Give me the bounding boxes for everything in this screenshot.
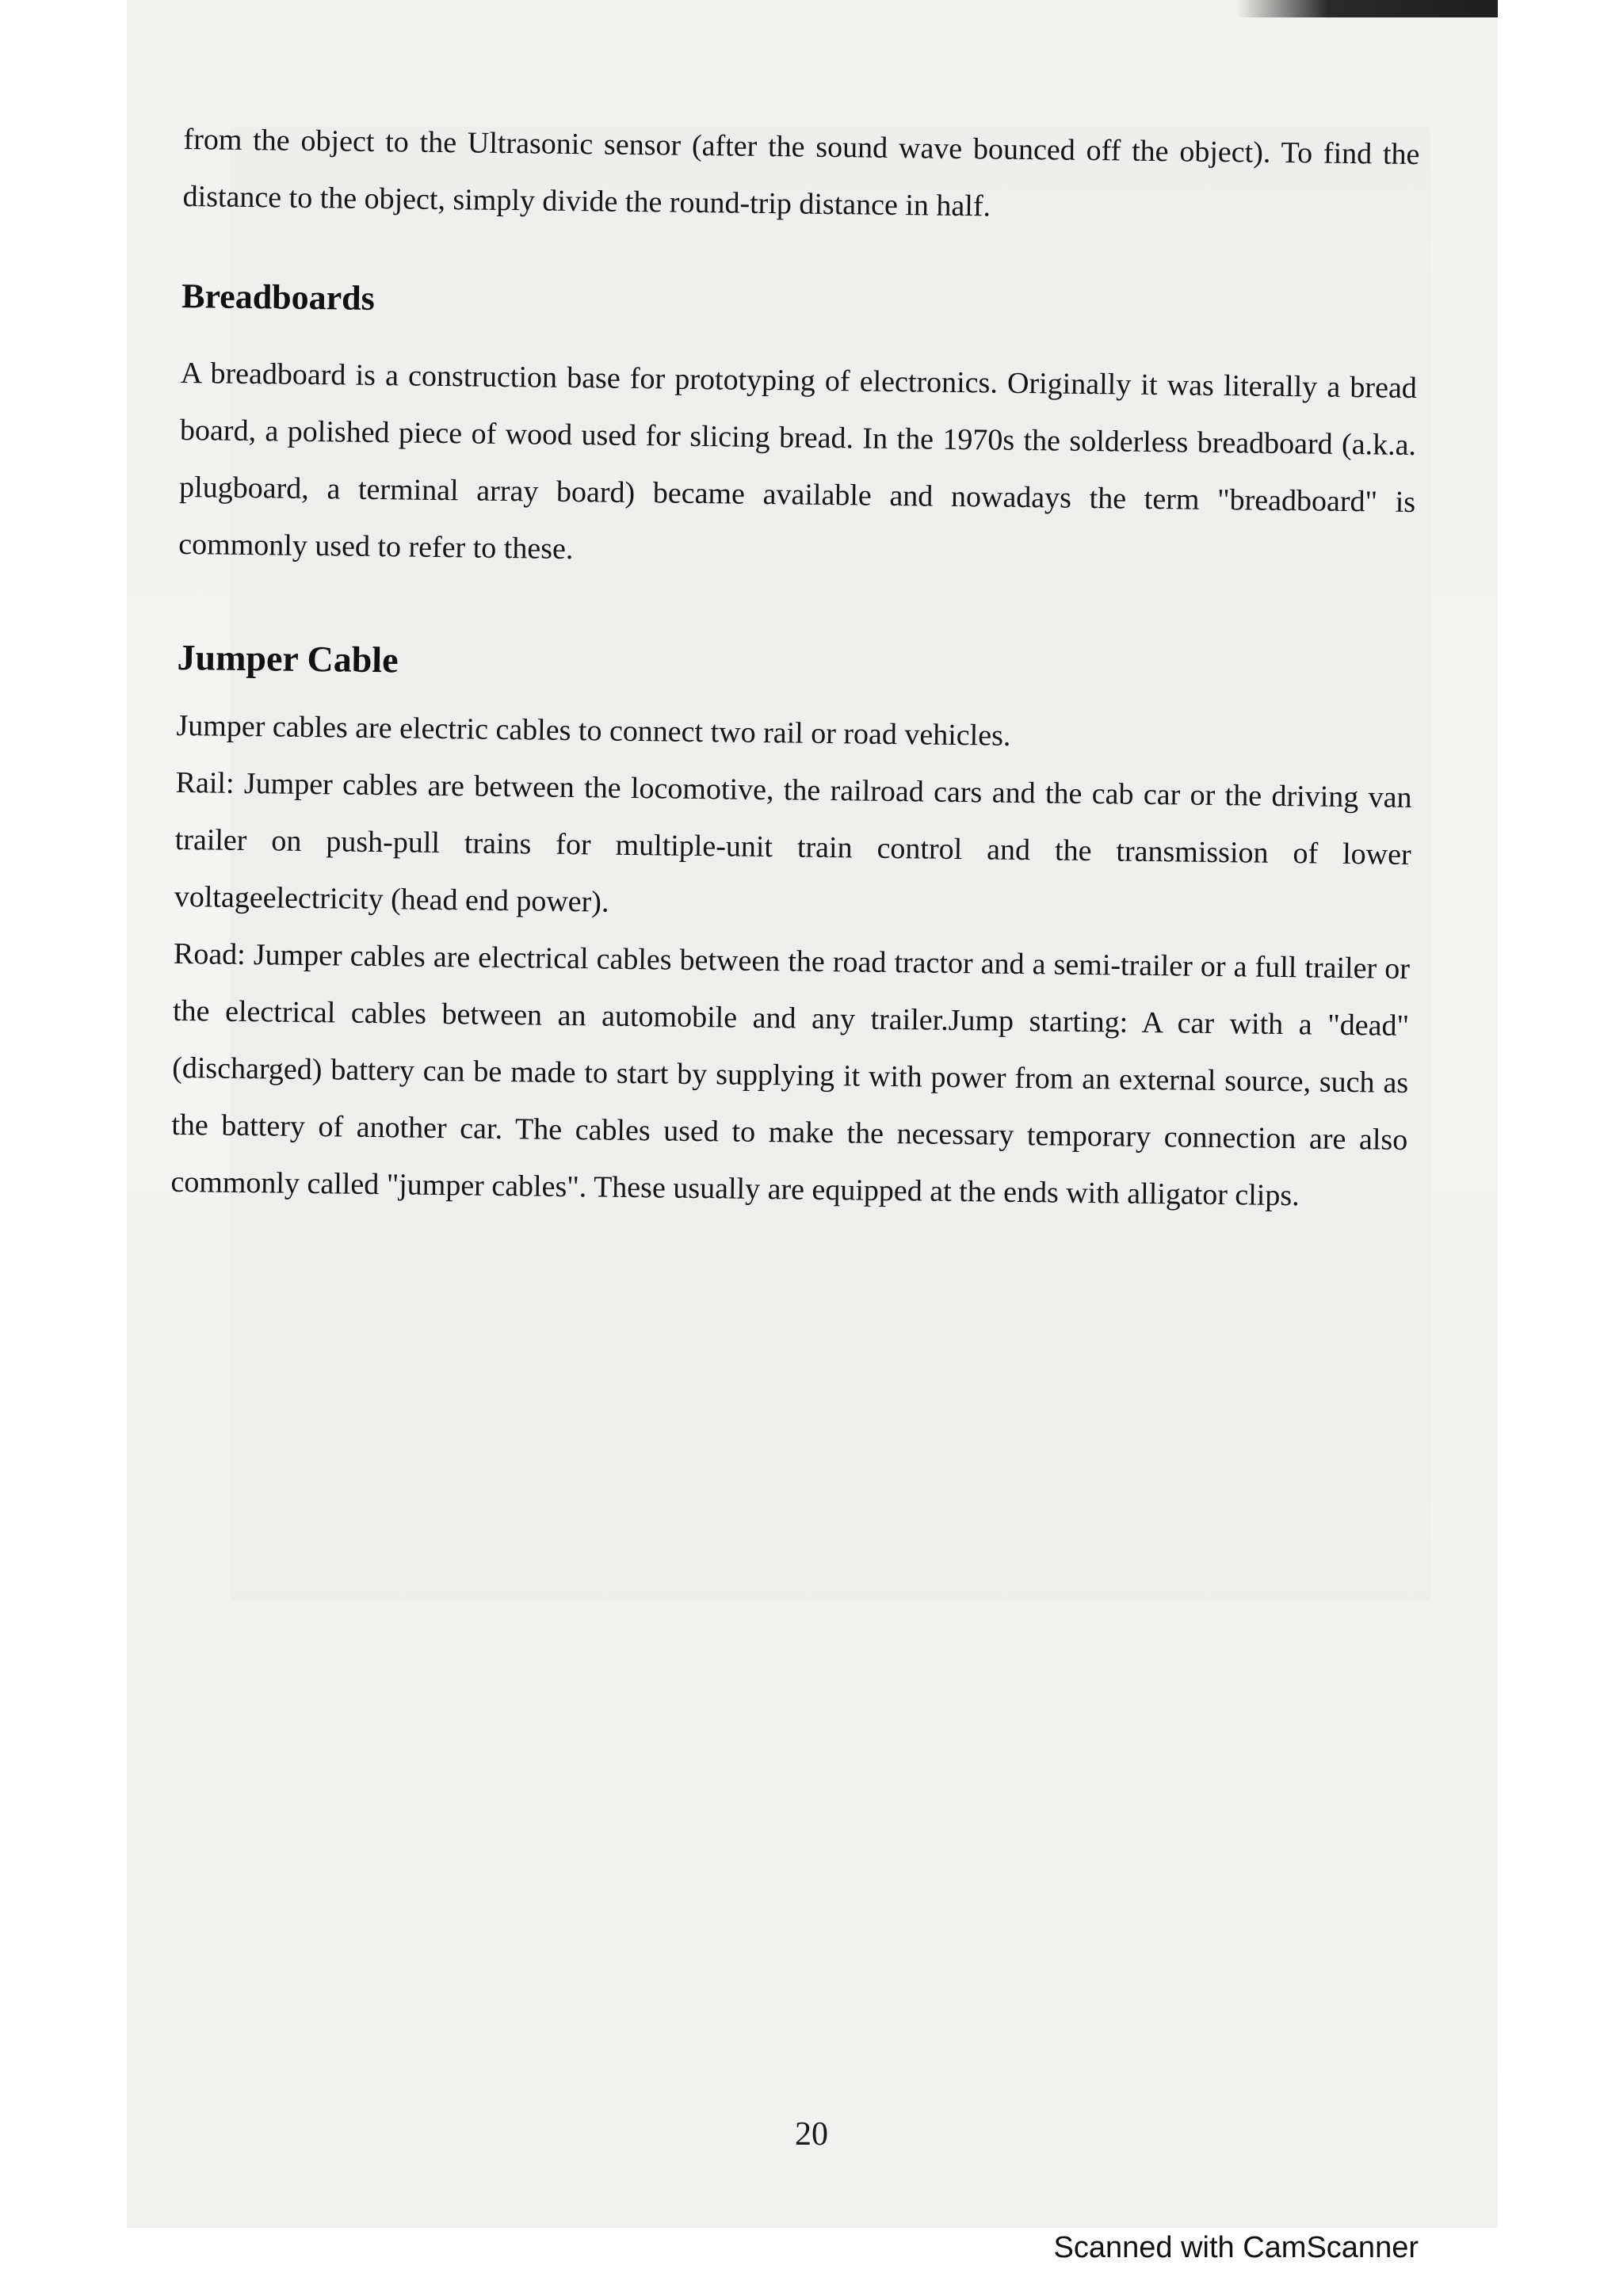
jumper-intro-paragraph: Jumper cables are electric cables to connect two rail or road vehicles. [176, 708, 1011, 753]
heading-jumper-cable: Jumper Cable [177, 636, 399, 681]
intro-paragraph: from the object to the Ultrasonic sensor (after the sound wave bounced off the object). To find the distance to the object, simply divide the round-trip distance in half. [182, 122, 1420, 223]
camscanner-watermark: Scanned with CamScanner [1053, 2231, 1419, 2264]
jumper-road-paragraph: Road: Jumper cables are electrical cables between the road tractor and a semi-trailer or a full trailer or the electrical cables between an automobile and any trailer.Jump starting: A car with a "dead" (discharged) battery can be made to start by supplying it with power from an external source, such as the battery of another car. The cables used to make the necessary temporary connection are also commonly called "jumper cables". These usually are equipped at the ends with alligator clips. [170, 936, 1411, 1213]
jumper-rail-paragraph: Rail: Jumper cables are between the locomotive, the railroad cars and the cab car or the driving van trailer on push-pull trains for multiple-unit train control and the transmission of lower voltageelectricity (head end power). [174, 765, 1412, 919]
breadboards-paragraph: A breadboard is a construction base for prototyping of electronics. Originally it was literally a bread board, a polished piece of wood used for slicing bread. In the 1970s the solderless breadboard (a.k.a. plugboard, a terminal array board) became available and nowadays the term "breadboard" is commonly used to refer to these. [178, 356, 1418, 566]
table-edge [1236, 0, 1498, 17]
heading-breadboards: Breadboards [181, 276, 376, 318]
page-number: 20 [795, 2116, 828, 2153]
page-content [170, 111, 1420, 1226]
